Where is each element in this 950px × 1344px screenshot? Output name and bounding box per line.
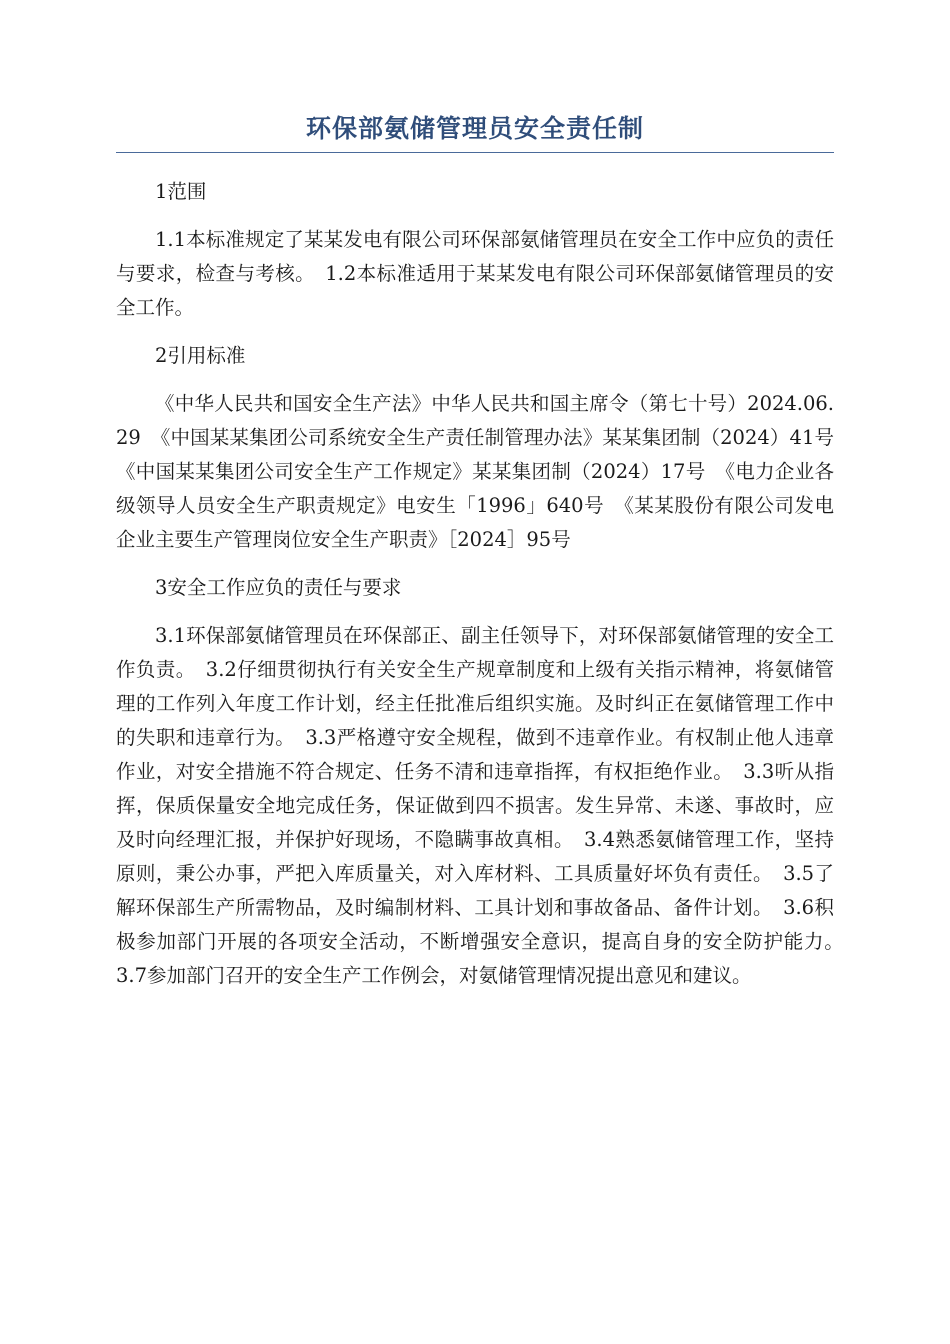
document-page <box>116 112 854 1007</box>
section-paragraph: 《中华人民共和国安全生产法》中华人民共和国主席令（第七十号）2024.06.29 《中国某某集团公司系统安全生产责任制管理办法》某某集团制（2024）41号 《中国某某集团公司安全生产工作规定》某某集团制（2024）17号 《电力企业各级领导人员安全生产职责规定》电安生「1996」640号 《某某股份有限公司发电企业主要生产管理岗位安全生产职责》［2024］95号 <box>116 392 854 551</box>
section-heading: 3安全工作应负的责任与要求 <box>155 576 402 599</box>
section-heading: 1范围 <box>155 180 207 203</box>
section-heading: 2引用标准 <box>155 344 246 367</box>
document-title: 环保部氨储管理员安全责任制 <box>116 112 834 153</box>
document-body <box>116 175 854 993</box>
section-paragraph: 3.1环保部氨储管理员在环保部正、副主任领导下，对环保部氨储管理的安全工作负责。 3.2仔细贯彻执行有关安全生产规章制度和上级有关指示精神，将氨储管理的工作列入年度工作计划，经主任批准后组织实施。及时纠正在氨储管理工作中的失职和违章行为。 3.3严格遵守安全规程，做到不违章作业。有权制止他人违章作业，对安全措施不符合规定、任务不清和违章指挥，有权拒绝作业。 3.3听从指挥，保质保量安全地完成任务，保证做到四不损害。发生异常、未遂、事故时，应及时向经理汇报，并保护好现场，不隐瞒事故真相。 3.4熟悉氨储管理工作，坚持原则，秉公办事，严把入库质量关，对入库材料、工具质量好坏负有责任。 3.5了解环保部生产所需物品，及时编制材料、工具计划和事故备品、备件计划。 3.6积极参加部门开展的各项安全活动，不断增强安全意识，提高自身的安全防护能力。 3.7参加部门召开的安全生产工作例会，对氨储管理情况提出意见和建议。 <box>116 624 854 987</box>
section-paragraph: 1.1本标准规定了某某发电有限公司环保部氨储管理员在安全工作中应负的责任与要求，检查与考核。 1.2本标准适用于某某发电有限公司环保部氨储管理员的安全工作。 <box>116 228 834 319</box>
